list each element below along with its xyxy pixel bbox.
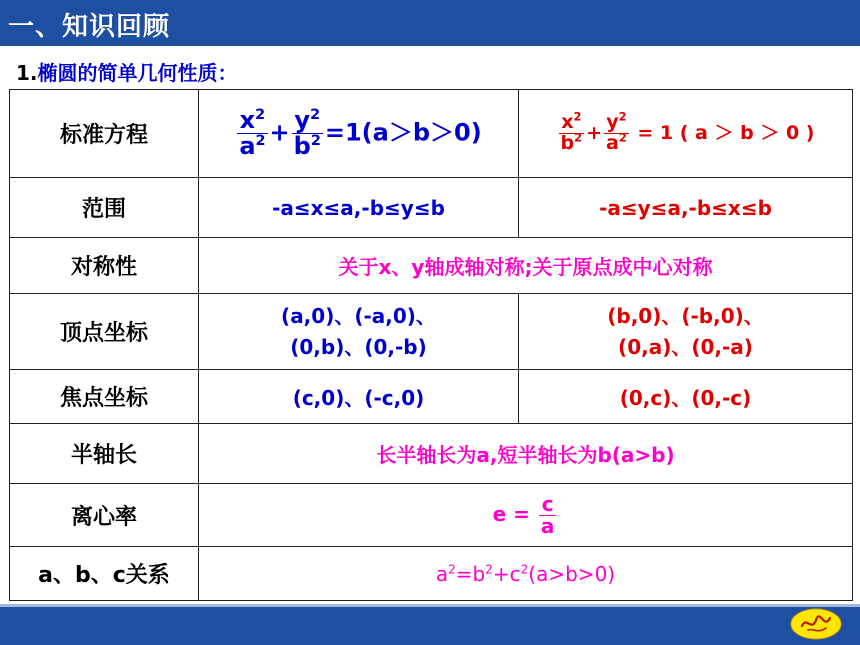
row-label-foci: 焦点坐标	[10, 370, 199, 424]
range-vertical: -a≤y≤a,-b≤x≤b	[519, 178, 853, 238]
table-row	[10, 547, 853, 601]
row-label-equation: 标准方程	[10, 90, 199, 178]
table-row	[10, 294, 853, 370]
table-row	[10, 424, 853, 484]
fraction-y: $\frac{y^2}{b^2}$	[293, 105, 321, 160]
table-row	[10, 370, 853, 424]
vertices-horizontal: (a,0)、(-a,0)、 (0,b)、(0,-b)	[199, 294, 519, 370]
fraction-x: $\frac{x^2}{b^2}$	[560, 109, 583, 154]
subtitle-number: 1.	[16, 61, 38, 85]
table-row	[10, 238, 853, 294]
equation-horizontal: $\frac{x^2}{a^2}$ + $\frac{y^2}{b^2}$ =1(a＞b＞0)	[199, 90, 519, 178]
semi-axis-value: 长半轴长为a,短半轴长为b(a>b)	[199, 424, 853, 484]
table-row	[10, 178, 853, 238]
table-row	[10, 90, 853, 178]
row-label-symmetry: 对称性	[10, 238, 199, 294]
equation-vertical: $\frac{x^2}{b^2}$ + $\frac{y^2}{a^2}$ = 1 ( a ＞ b ＞ 0 )	[519, 90, 853, 178]
relation-formula: $a^2=b^2+c^2(a>b>0)$	[199, 547, 853, 601]
row-label-relation: a、b、c关系	[10, 547, 199, 601]
eccentricity-formula: e = $\frac{c}{a}$	[199, 484, 853, 547]
calligraphy-logo-icon	[790, 608, 842, 640]
page-title: 一、知识回顾	[8, 12, 171, 42]
vertices-vertical: (b,0)、(-b,0)、 (0,a)、(0,-a)	[519, 294, 853, 370]
foci-vertical: (0,c)、(0,-c)	[519, 370, 853, 424]
row-label-range: 范围	[10, 178, 199, 238]
subtitle-text: 椭圆的简单几何性质：	[37, 61, 238, 85]
range-horizontal: -a≤x≤a,-b≤y≤b	[199, 178, 519, 238]
fraction-y: $\frac{y^2}{a^2}$	[606, 109, 627, 154]
foci-horizontal: (c,0)、(-c,0)	[199, 370, 519, 424]
footer-bar	[0, 604, 860, 645]
fraction-x: $\frac{x^2}{a^2}$	[239, 105, 266, 160]
table-row	[10, 484, 853, 547]
symmetry-value: 关于x、y轴成轴对称;关于原点成中心对称	[199, 238, 853, 294]
row-label-semi-axis: 半轴长	[10, 424, 199, 484]
row-label-eccentricity: 离心率	[10, 484, 199, 547]
header-bar	[0, 0, 860, 46]
section-subtitle	[16, 57, 238, 86]
row-label-vertices: 顶点坐标	[10, 294, 199, 370]
properties-table	[9, 89, 853, 601]
fraction-c-over-a: $\frac{c}{a}$	[540, 491, 555, 538]
